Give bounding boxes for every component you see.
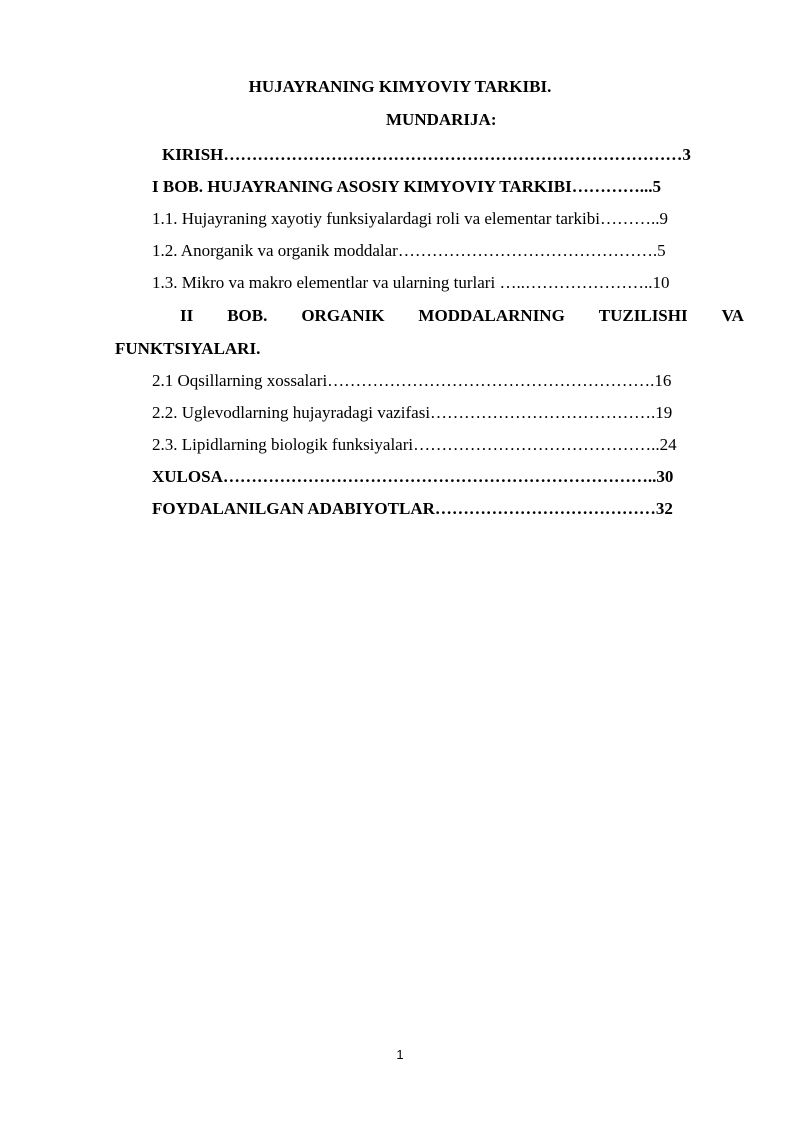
toc-entry-1-3: 1.3. Mikro va makro elementlar va ularning turlari …..…………………..10: [152, 273, 670, 292]
toc-entry-1-1: 1.1. Hujayraning xayotiy funksiyalardagi roli va elementar tarkibi………..9: [152, 209, 669, 228]
toc-bob-2-word: MODDALARNING: [418, 306, 565, 325]
toc-entry-xulosa: XULOSA…………………………………………………………………..30: [152, 467, 674, 486]
toc-entry-1-2: 1.2. Anorganik va organik moddalar……………………………………….5: [152, 241, 666, 260]
toc-bob-2-word: BOB.: [227, 306, 268, 325]
toc-bob-2-word: ORGANIK: [301, 306, 385, 325]
toc-entry-bob-2-continued: FUNKTSIYALARI.: [115, 339, 261, 358]
toc-entry-bob-2: [180, 306, 744, 326]
toc-heading: MUNDARIJA:: [386, 110, 497, 129]
toc-entry-2-3: 2.3. Lipidlarning biologik funksiyalari……………………………………..24: [152, 435, 677, 454]
toc-entry-kirish: KIRISH………………………………………………………………………3: [162, 145, 691, 164]
toc-bob-2-word: VA: [721, 306, 744, 325]
page-number: 1: [396, 1047, 404, 1062]
toc-entry-2-2: 2.2. Uglevodlarning hujayradagi vazifasi………………………………….19: [152, 403, 673, 422]
toc-entry-2-1: 2.1 Oqsillarning xossalari………………………………………………….16: [152, 371, 672, 390]
toc-entry-adabiyotlar: FOYDALANILGAN ADABIYOTLAR…………………………………32: [152, 499, 673, 518]
toc-entry-bob-1: I BOB. HUJAYRANING ASOSIY KIMYOVIY TARKIBI…………...5: [152, 177, 661, 196]
document-title: HUJAYRANING KIMYOVIY TARKIBI.: [248, 77, 552, 96]
toc-bob-2-word: II: [180, 306, 194, 325]
toc-bob-2-word: TUZILISHI: [598, 306, 688, 325]
